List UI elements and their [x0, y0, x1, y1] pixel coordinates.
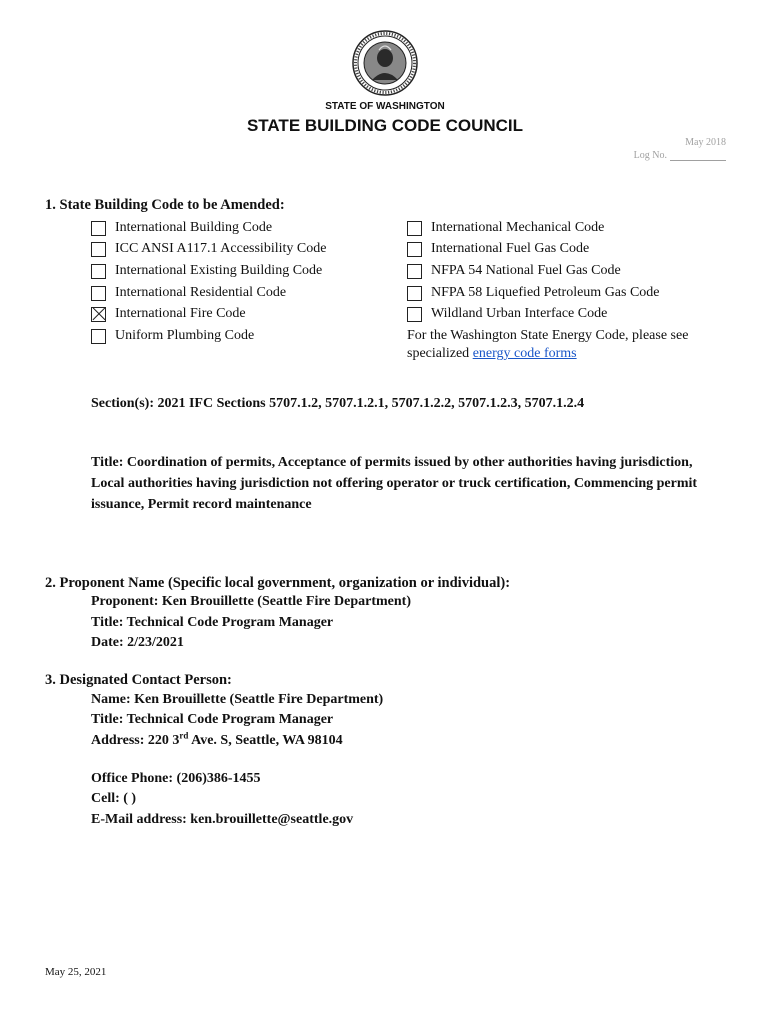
checkbox-label-a117: ICC ANSI A117.1 Accessibility Code	[115, 241, 327, 256]
checkbox-imc[interactable]	[407, 221, 422, 236]
checkbox-row-imc[interactable]	[407, 220, 604, 236]
checkbox-row-wui[interactable]	[407, 306, 607, 322]
checkbox-row-ifc[interactable]	[91, 306, 246, 322]
proponent-date: Date: 2/23/2021	[91, 635, 184, 650]
sections-line: Section(s): 2021 IFC Sections 5707.1.2, 5707.1.2.1, 5707.1.2.2, 5707.1.2.3, 5707.1.2.4	[91, 396, 585, 411]
title-paragraph: Title: Coordination of permits, Acceptance of permits issued by other authorities having jurisdiction, Local authorities having jurisdiction not offering operator or truck certification, Commencing permit issuance, Permit record maintenance	[91, 455, 698, 512]
section-2-heading: 2. Proponent Name (Specific local government, organization or individual):	[45, 575, 511, 591]
log-number-field	[634, 150, 726, 161]
checkbox-label-ifgc: International Fuel Gas Code	[431, 241, 590, 256]
contact-name: Name: Ken Brouillette (Seattle Fire Department)	[91, 692, 384, 707]
checkbox-nfpa54[interactable]	[407, 264, 422, 279]
address-prefix: Address: 220 3	[91, 733, 180, 748]
address-suffix: Ave. S, Seattle, WA 98104	[188, 733, 343, 748]
checkbox-row-nfpa58[interactable]	[407, 285, 660, 301]
checkbox-row-iebc[interactable]	[91, 263, 322, 279]
checkbox-ifc-checked[interactable]	[91, 307, 106, 322]
section-3-heading: 3. Designated Contact Person:	[45, 672, 232, 688]
energy-code-note-text: For the Washington State Energy Code, please see specialized	[407, 328, 689, 361]
council-title: STATE BUILDING CODE COUNCIL	[246, 116, 524, 135]
checkbox-row-a117[interactable]	[91, 241, 326, 257]
checkbox-row-upc[interactable]	[91, 328, 254, 344]
checkbox-ibc[interactable]	[91, 221, 106, 236]
proponent-name: Proponent: Ken Brouillette (Seattle Fire Department)	[91, 594, 411, 609]
energy-code-forms-link[interactable]: energy code forms	[472, 346, 577, 361]
checkbox-label-irc: International Residential Code	[115, 285, 287, 300]
checkbox-row-ifgc[interactable]	[407, 241, 589, 257]
contact-email: E-Mail address: ken.brouillette@seattle.gov	[91, 812, 354, 827]
form-date: May 2018	[685, 137, 726, 148]
checkbox-nfpa58[interactable]	[407, 286, 422, 301]
checkbox-row-irc[interactable]	[91, 285, 286, 301]
checkbox-row-nfpa54[interactable]	[407, 263, 621, 279]
checkbox-label-nfpa58: NFPA 58 Liquefied Petroleum Gas Code	[431, 285, 660, 300]
log-number-blank[interactable]	[670, 151, 726, 161]
checkbox-row-ibc[interactable]	[91, 220, 272, 236]
contact-title: Title: Technical Code Program Manager	[91, 712, 334, 727]
contact-phone: Office Phone: (206)386-1455	[91, 771, 261, 786]
checkbox-label-nfpa54: NFPA 54 National Fuel Gas Code	[431, 263, 621, 278]
checkbox-wui[interactable]	[407, 307, 422, 322]
footer-date: May 25, 2021	[45, 966, 107, 978]
contact-cell: Cell: ( )	[91, 791, 137, 806]
checkbox-label-iebc: International Existing Building Code	[115, 263, 323, 278]
address-superscript: rd	[179, 730, 189, 741]
checkbox-label-imc: International Mechanical Code	[431, 220, 605, 235]
washington-state-seal	[352, 30, 418, 96]
energy-code-note	[407, 327, 737, 363]
checkbox-label-upc: Uniform Plumbing Code	[115, 328, 255, 343]
state-name: STATE OF WASHINGTON	[325, 101, 445, 112]
checkbox-label-ifc: International Fire Code	[115, 306, 246, 321]
checkbox-iebc[interactable]	[91, 264, 106, 279]
section-1-heading: 1. State Building Code to be Amended:	[45, 197, 285, 213]
checkbox-label-ibc: International Building Code	[115, 220, 273, 235]
checkbox-a117[interactable]	[91, 242, 106, 257]
checkbox-ifgc[interactable]	[407, 242, 422, 257]
checkbox-label-wui: Wildland Urban Interface Code	[431, 306, 608, 321]
proponent-title: Title: Technical Code Program Manager	[91, 615, 334, 630]
checkbox-irc[interactable]	[91, 286, 106, 301]
contact-address	[91, 730, 343, 749]
checkbox-upc[interactable]	[91, 329, 106, 344]
log-number-label: Log No.	[633, 150, 667, 161]
